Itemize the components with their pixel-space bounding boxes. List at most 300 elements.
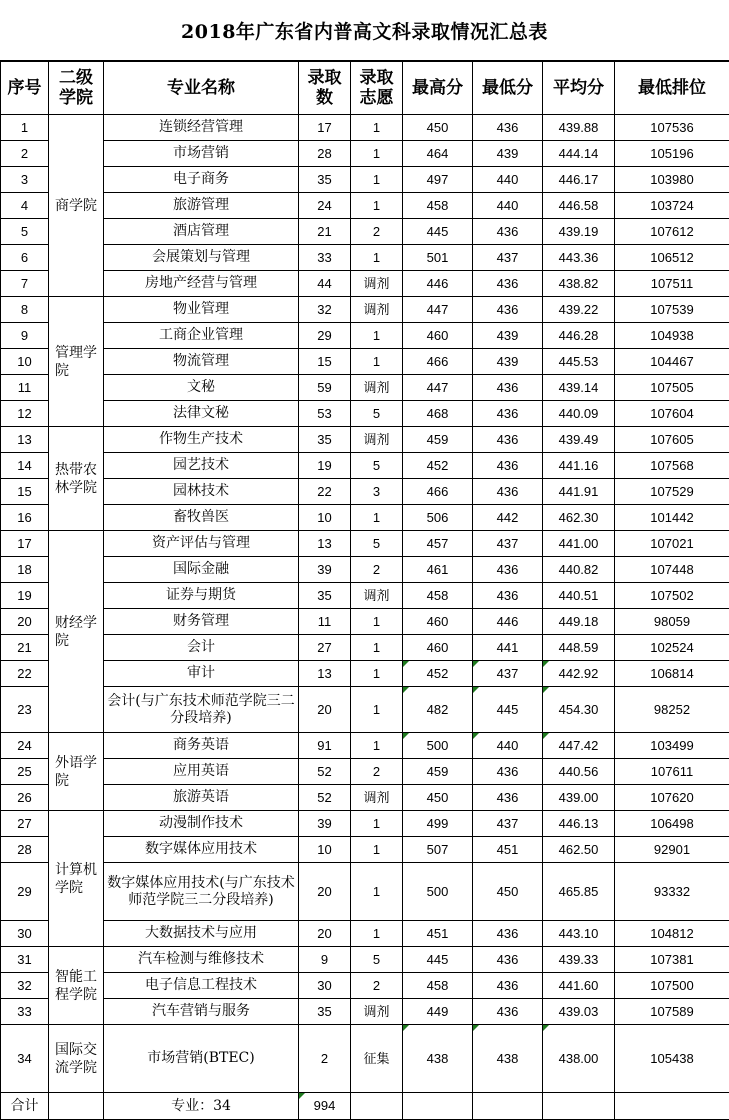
cell-max: 500 xyxy=(403,733,473,759)
table-row xyxy=(1,349,729,375)
cell-min: 437 xyxy=(473,811,543,837)
cell-max: 452 xyxy=(403,661,473,687)
table-row xyxy=(1,973,729,999)
cell-count: 44 xyxy=(299,271,351,297)
footer-empty xyxy=(615,1093,729,1120)
cell-avg: 441.60 xyxy=(543,973,615,999)
cell-major: 酒店管理 xyxy=(104,219,299,245)
cell-avg: 444.14 xyxy=(543,141,615,167)
cell-max: 445 xyxy=(403,947,473,973)
cell-count: 10 xyxy=(299,505,351,531)
cell-max: 450 xyxy=(403,115,473,141)
cell-avg: 439.22 xyxy=(543,297,615,323)
cell-rank: 105438 xyxy=(615,1025,729,1093)
cell-idx: 32 xyxy=(1,973,49,999)
cell-rank: 107604 xyxy=(615,401,729,427)
table-row xyxy=(1,427,729,453)
cell-major: 畜牧兽医 xyxy=(104,505,299,531)
cell-max: 482 xyxy=(403,687,473,733)
header-wish-text: 录取志愿 xyxy=(359,68,395,108)
cell-wish: 调剂 xyxy=(351,427,403,453)
cell-rank: 98252 xyxy=(615,687,729,733)
cell-rank: 107612 xyxy=(615,219,729,245)
cell-major: 园艺技术 xyxy=(104,453,299,479)
cell-avg: 446.13 xyxy=(543,811,615,837)
cell-avg: 438.00 xyxy=(543,1025,615,1093)
cell-idx: 5 xyxy=(1,219,49,245)
cell-rank: 105196 xyxy=(615,141,729,167)
cell-min: 436 xyxy=(473,115,543,141)
cell-wish: 1 xyxy=(351,661,403,687)
cell-min: 437 xyxy=(473,531,543,557)
cell-major: 旅游英语 xyxy=(104,785,299,811)
cell-major: 文秘 xyxy=(104,375,299,401)
cell-min: 440 xyxy=(473,733,543,759)
cell-idx: 34 xyxy=(1,1025,49,1093)
cell-max: 458 xyxy=(403,583,473,609)
table-row xyxy=(1,167,729,193)
cell-count: 20 xyxy=(299,863,351,921)
table-row xyxy=(1,1025,729,1093)
header-count-text: 录取数 xyxy=(307,68,343,108)
cell-min: 436 xyxy=(473,271,543,297)
cell-wish: 1 xyxy=(351,167,403,193)
table-row xyxy=(1,557,729,583)
cell-min: 440 xyxy=(473,167,543,193)
table-row xyxy=(1,141,729,167)
cell-wish: 调剂 xyxy=(351,297,403,323)
cell-max: 499 xyxy=(403,811,473,837)
cell-idx: 25 xyxy=(1,759,49,785)
table-row xyxy=(1,297,729,323)
table-row xyxy=(1,219,729,245)
cell-wish: 调剂 xyxy=(351,785,403,811)
footer-empty xyxy=(351,1093,403,1120)
cell-major: 大数据技术与应用 xyxy=(104,921,299,947)
cell-count: 91 xyxy=(299,733,351,759)
cell-avg: 462.50 xyxy=(543,837,615,863)
table-row xyxy=(1,811,729,837)
cell-min: 439 xyxy=(473,323,543,349)
cell-major: 财务管理 xyxy=(104,609,299,635)
table-row xyxy=(1,401,729,427)
table-row xyxy=(1,375,729,401)
footer-empty xyxy=(403,1093,473,1120)
cell-rank: 107505 xyxy=(615,375,729,401)
cell-avg: 441.00 xyxy=(543,531,615,557)
cell-idx: 17 xyxy=(1,531,49,557)
cell-wish: 1 xyxy=(351,245,403,271)
cell-idx: 4 xyxy=(1,193,49,219)
cell-wish: 1 xyxy=(351,837,403,863)
table-row xyxy=(1,785,729,811)
cell-college xyxy=(49,811,104,947)
cell-max: 447 xyxy=(403,297,473,323)
cell-major: 会展策划与管理 xyxy=(104,245,299,271)
cell-count: 15 xyxy=(299,349,351,375)
cell-college xyxy=(49,733,104,811)
table-row xyxy=(1,479,729,505)
cell-idx: 10 xyxy=(1,349,49,375)
cell-major: 物流管理 xyxy=(104,349,299,375)
table-row xyxy=(1,323,729,349)
cell-avg: 440.09 xyxy=(543,401,615,427)
cell-idx: 20 xyxy=(1,609,49,635)
cell-rank: 106814 xyxy=(615,661,729,687)
cell-rank: 107620 xyxy=(615,785,729,811)
cell-max: 466 xyxy=(403,349,473,375)
cell-wish: 5 xyxy=(351,531,403,557)
cell-min: 442 xyxy=(473,505,543,531)
cell-wish: 征集 xyxy=(351,1025,403,1093)
cell-max: 460 xyxy=(403,609,473,635)
cell-max: 446 xyxy=(403,271,473,297)
cell-major: 园林技术 xyxy=(104,479,299,505)
cell-max: 449 xyxy=(403,999,473,1025)
header-min: 最低分 xyxy=(473,62,543,115)
cell-idx: 6 xyxy=(1,245,49,271)
cell-wish: 调剂 xyxy=(351,375,403,401)
cell-avg: 446.17 xyxy=(543,167,615,193)
cell-rank: 107536 xyxy=(615,115,729,141)
cell-min: 436 xyxy=(473,973,543,999)
cell-count: 39 xyxy=(299,557,351,583)
table-row xyxy=(1,921,729,947)
cell-major: 审计 xyxy=(104,661,299,687)
cell-count: 21 xyxy=(299,219,351,245)
cell-idx: 28 xyxy=(1,837,49,863)
cell-rank: 107529 xyxy=(615,479,729,505)
cell-avg: 439.19 xyxy=(543,219,615,245)
cell-major: 作物生产技术 xyxy=(104,427,299,453)
college-name: 外语学院 xyxy=(55,754,99,790)
cell-major: 商务英语 xyxy=(104,733,299,759)
cell-rank: 107589 xyxy=(615,999,729,1025)
cell-min: 436 xyxy=(473,785,543,811)
cell-min: 436 xyxy=(473,375,543,401)
cell-avg: 446.28 xyxy=(543,323,615,349)
cell-avg: 443.10 xyxy=(543,921,615,947)
cell-wish: 1 xyxy=(351,687,403,733)
cell-avg: 462.30 xyxy=(543,505,615,531)
header-max: 最高分 xyxy=(403,62,473,115)
cell-major: 房地产经营与管理 xyxy=(104,271,299,297)
cell-count: 27 xyxy=(299,635,351,661)
cell-rank: 106498 xyxy=(615,811,729,837)
cell-rank: 107502 xyxy=(615,583,729,609)
cell-major: 国际金融 xyxy=(104,557,299,583)
header-count xyxy=(299,62,351,115)
cell-rank: 107605 xyxy=(615,427,729,453)
cell-min: 436 xyxy=(473,947,543,973)
college-name: 管理学院 xyxy=(55,344,99,380)
cell-count: 52 xyxy=(299,785,351,811)
cell-min: 437 xyxy=(473,245,543,271)
cell-min: 439 xyxy=(473,349,543,375)
table-row xyxy=(1,193,729,219)
cell-college xyxy=(49,1025,104,1093)
cell-wish: 1 xyxy=(351,141,403,167)
cell-idx: 19 xyxy=(1,583,49,609)
header-wish xyxy=(351,62,403,115)
cell-college xyxy=(49,427,104,531)
cell-rank: 92901 xyxy=(615,837,729,863)
cell-avg: 439.03 xyxy=(543,999,615,1025)
cell-avg: 448.59 xyxy=(543,635,615,661)
cell-min: 439 xyxy=(473,141,543,167)
cell-max: 459 xyxy=(403,759,473,785)
cell-idx: 23 xyxy=(1,687,49,733)
cell-count: 11 xyxy=(299,609,351,635)
header-row xyxy=(1,62,729,115)
cell-idx: 29 xyxy=(1,863,49,921)
cell-max: 458 xyxy=(403,973,473,999)
cell-major: 连锁经营管理 xyxy=(104,115,299,141)
cell-avg: 441.16 xyxy=(543,453,615,479)
cell-avg: 465.85 xyxy=(543,863,615,921)
cell-wish: 2 xyxy=(351,973,403,999)
cell-avg: 442.92 xyxy=(543,661,615,687)
cell-idx: 27 xyxy=(1,811,49,837)
cell-wish: 1 xyxy=(351,115,403,141)
cell-major: 市场营销(BTEC) xyxy=(104,1025,299,1093)
cell-wish: 1 xyxy=(351,921,403,947)
footer-total: 994 xyxy=(299,1093,351,1120)
cell-idx: 7 xyxy=(1,271,49,297)
cell-count: 32 xyxy=(299,297,351,323)
table-row xyxy=(1,947,729,973)
cell-min: 436 xyxy=(473,401,543,427)
table-row xyxy=(1,837,729,863)
cell-avg: 446.58 xyxy=(543,193,615,219)
cell-rank: 106512 xyxy=(615,245,729,271)
cell-max: 458 xyxy=(403,193,473,219)
table-body xyxy=(1,115,729,1093)
cell-wish: 2 xyxy=(351,759,403,785)
cell-max: 497 xyxy=(403,167,473,193)
cell-idx: 12 xyxy=(1,401,49,427)
cell-avg: 440.51 xyxy=(543,583,615,609)
cell-major: 法律文秘 xyxy=(104,401,299,427)
cell-rank: 103724 xyxy=(615,193,729,219)
cell-max: 466 xyxy=(403,479,473,505)
cell-wish: 1 xyxy=(351,323,403,349)
table-row xyxy=(1,583,729,609)
cell-rank: 103499 xyxy=(615,733,729,759)
cell-college xyxy=(49,115,104,297)
table-row xyxy=(1,505,729,531)
cell-avg: 443.36 xyxy=(543,245,615,271)
cell-idx: 3 xyxy=(1,167,49,193)
cell-min: 451 xyxy=(473,837,543,863)
college-name: 智能工程学院 xyxy=(55,968,99,1004)
cell-max: 459 xyxy=(403,427,473,453)
cell-count: 10 xyxy=(299,837,351,863)
cell-wish: 1 xyxy=(351,505,403,531)
cell-rank: 98059 xyxy=(615,609,729,635)
cell-avg: 449.18 xyxy=(543,609,615,635)
cell-count: 13 xyxy=(299,661,351,687)
cell-wish: 2 xyxy=(351,219,403,245)
admission-table xyxy=(0,61,729,1120)
cell-min: 436 xyxy=(473,759,543,785)
cell-min: 446 xyxy=(473,609,543,635)
cell-min: 436 xyxy=(473,297,543,323)
cell-idx: 22 xyxy=(1,661,49,687)
cell-idx: 1 xyxy=(1,115,49,141)
cell-idx: 2 xyxy=(1,141,49,167)
college-name: 热带农林学院 xyxy=(55,461,99,497)
cell-avg: 441.91 xyxy=(543,479,615,505)
cell-wish: 5 xyxy=(351,453,403,479)
cell-max: 445 xyxy=(403,219,473,245)
table-row xyxy=(1,759,729,785)
cell-major: 汽车营销与服务 xyxy=(104,999,299,1025)
cell-avg: 445.53 xyxy=(543,349,615,375)
footer-row xyxy=(1,1093,729,1120)
cell-major: 动漫制作技术 xyxy=(104,811,299,837)
cell-avg: 439.49 xyxy=(543,427,615,453)
cell-major: 数字媒体应用技术 xyxy=(104,837,299,863)
cell-rank: 104467 xyxy=(615,349,729,375)
cell-min: 445 xyxy=(473,687,543,733)
cell-count: 35 xyxy=(299,999,351,1025)
cell-count: 9 xyxy=(299,947,351,973)
cell-min: 436 xyxy=(473,921,543,947)
header-college-text: 二级学院 xyxy=(56,68,96,108)
cell-min: 441 xyxy=(473,635,543,661)
cell-wish: 1 xyxy=(351,863,403,921)
cell-major: 会计(与广东技术师范学院三二分段培养) xyxy=(104,687,299,733)
cell-major: 电子信息工程技术 xyxy=(104,973,299,999)
cell-idx: 15 xyxy=(1,479,49,505)
cell-count: 24 xyxy=(299,193,351,219)
footer-major-count: 专业：34 xyxy=(104,1093,299,1120)
cell-rank: 107611 xyxy=(615,759,729,785)
cell-rank: 93332 xyxy=(615,863,729,921)
cell-idx: 31 xyxy=(1,947,49,973)
cell-count: 59 xyxy=(299,375,351,401)
table-row xyxy=(1,115,729,141)
cell-idx: 21 xyxy=(1,635,49,661)
cell-max: 506 xyxy=(403,505,473,531)
cell-wish: 调剂 xyxy=(351,583,403,609)
cell-idx: 8 xyxy=(1,297,49,323)
cell-rank: 107381 xyxy=(615,947,729,973)
cell-count: 28 xyxy=(299,141,351,167)
college-name: 财经学院 xyxy=(55,614,99,650)
cell-min: 437 xyxy=(473,661,543,687)
cell-major: 旅游管理 xyxy=(104,193,299,219)
cell-major: 会计 xyxy=(104,635,299,661)
college-name: 国际交流学院 xyxy=(55,1041,99,1077)
cell-max: 460 xyxy=(403,635,473,661)
cell-avg: 440.56 xyxy=(543,759,615,785)
table-row xyxy=(1,999,729,1025)
cell-rank: 103980 xyxy=(615,167,729,193)
cell-min: 438 xyxy=(473,1025,543,1093)
cell-min: 436 xyxy=(473,557,543,583)
cell-idx: 16 xyxy=(1,505,49,531)
cell-max: 460 xyxy=(403,323,473,349)
cell-count: 22 xyxy=(299,479,351,505)
table-row xyxy=(1,271,729,297)
cell-count: 35 xyxy=(299,167,351,193)
cell-count: 35 xyxy=(299,583,351,609)
cell-avg: 439.00 xyxy=(543,785,615,811)
cell-count: 52 xyxy=(299,759,351,785)
cell-min: 436 xyxy=(473,999,543,1025)
cell-max: 507 xyxy=(403,837,473,863)
cell-rank: 104812 xyxy=(615,921,729,947)
cell-max: 452 xyxy=(403,453,473,479)
cell-count: 17 xyxy=(299,115,351,141)
cell-wish: 1 xyxy=(351,635,403,661)
cell-min: 450 xyxy=(473,863,543,921)
cell-idx: 33 xyxy=(1,999,49,1025)
cell-idx: 14 xyxy=(1,453,49,479)
cell-min: 436 xyxy=(473,453,543,479)
table-row xyxy=(1,687,729,733)
cell-rank: 107500 xyxy=(615,973,729,999)
footer-empty xyxy=(49,1093,104,1120)
cell-wish: 调剂 xyxy=(351,999,403,1025)
cell-wish: 1 xyxy=(351,811,403,837)
cell-min: 436 xyxy=(473,427,543,453)
cell-idx: 11 xyxy=(1,375,49,401)
cell-wish: 5 xyxy=(351,947,403,973)
cell-rank: 107568 xyxy=(615,453,729,479)
cell-idx: 30 xyxy=(1,921,49,947)
cell-max: 450 xyxy=(403,785,473,811)
cell-count: 13 xyxy=(299,531,351,557)
cell-wish: 5 xyxy=(351,401,403,427)
table-row xyxy=(1,635,729,661)
cell-min: 436 xyxy=(473,219,543,245)
header-idx: 序号 xyxy=(1,62,49,115)
cell-major: 物业管理 xyxy=(104,297,299,323)
table-row xyxy=(1,453,729,479)
cell-max: 464 xyxy=(403,141,473,167)
cell-rank: 107511 xyxy=(615,271,729,297)
footer-empty xyxy=(473,1093,543,1120)
cell-major: 资产评估与管理 xyxy=(104,531,299,557)
cell-rank: 101442 xyxy=(615,505,729,531)
cell-avg: 440.82 xyxy=(543,557,615,583)
cell-idx: 18 xyxy=(1,557,49,583)
cell-wish: 1 xyxy=(351,349,403,375)
cell-max: 461 xyxy=(403,557,473,583)
table-row xyxy=(1,609,729,635)
header-major: 专业名称 xyxy=(104,62,299,115)
cell-count: 53 xyxy=(299,401,351,427)
table-row xyxy=(1,863,729,921)
cell-avg: 454.30 xyxy=(543,687,615,733)
cell-avg: 438.82 xyxy=(543,271,615,297)
table-row xyxy=(1,531,729,557)
cell-rank: 107448 xyxy=(615,557,729,583)
cell-avg: 439.14 xyxy=(543,375,615,401)
cell-major: 市场营销 xyxy=(104,141,299,167)
cell-major: 应用英语 xyxy=(104,759,299,785)
page-title: 2018年广东省内普高文科录取情况汇总表 xyxy=(0,0,729,61)
cell-min: 436 xyxy=(473,583,543,609)
cell-rank: 102524 xyxy=(615,635,729,661)
cell-idx: 9 xyxy=(1,323,49,349)
header-rank: 最低排位 xyxy=(615,62,729,115)
cell-wish: 3 xyxy=(351,479,403,505)
cell-wish: 1 xyxy=(351,193,403,219)
